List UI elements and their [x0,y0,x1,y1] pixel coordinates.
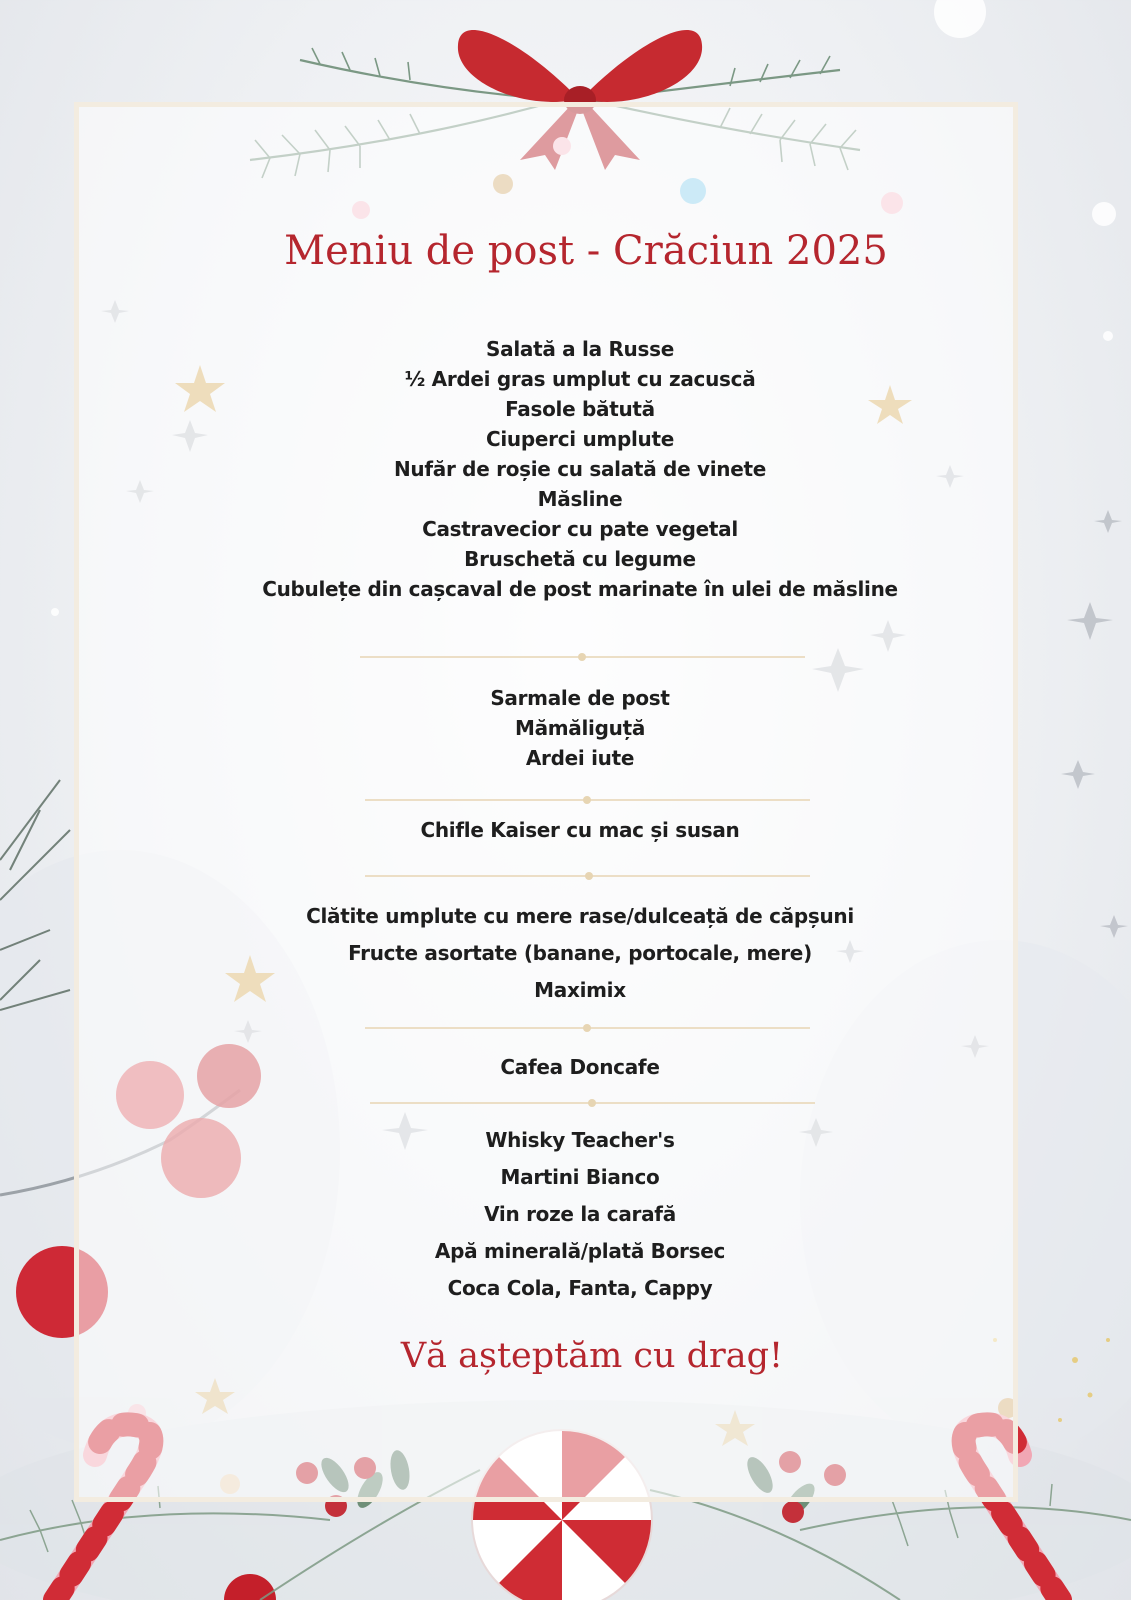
appetizers-section [0,334,1131,604]
menu-item: Mămăliguță [514,716,646,740]
menu-item: ½ Ardei gras umplut cu zacuscă [404,367,756,391]
menu-item: Nufăr de roșie cu salată de vinete [393,457,767,481]
menu-title: Meniu de post - Crăciun 2025 [284,228,888,274]
bread-section [0,818,1131,842]
menu-item: Ciuperci umplute [485,427,674,451]
main-course-section [0,683,1131,773]
menu-item: Cubulețe din cașcaval de post marinate în ulei de măsline [262,577,898,601]
menu-item: Whisky Teacher's [485,1128,675,1152]
menu-item: Chifle Kaiser cu mac și susan [420,818,740,842]
menu-item: Castravecior cu pate vegetal [422,517,738,541]
menu-item: Maximix [534,978,626,1002]
menu-item: Fructe asortate (banane, portocale, mere) [348,941,812,965]
menu-item: Ardei iute [525,746,635,770]
menu-item: Martini Bianco [500,1165,660,1189]
menu-item: Bruschetă cu legume [464,547,696,571]
menu-item: Apă minerală/plată Borsec [434,1239,726,1263]
menu-item: Vin roze la carafă [484,1202,676,1226]
menu-item: Clătite umplute cu mere rase/dulceață de căpșuni [306,904,854,928]
closing-message: Vă așteptăm cu drag! [400,1336,784,1376]
menu-item: Coca Cola, Fanta, Cappy [447,1276,713,1300]
menu-item: Salată a la Russe [486,337,674,361]
menu-item: Măsline [537,487,623,511]
menu-item: Fasole bătută [505,397,655,421]
menu-item: Cafea Doncafe [500,1055,660,1079]
drinks-section [0,1122,1131,1307]
menu-item: Sarmale de post [490,686,670,710]
dessert-section [0,898,1131,1009]
coffee-section [0,1055,1131,1079]
